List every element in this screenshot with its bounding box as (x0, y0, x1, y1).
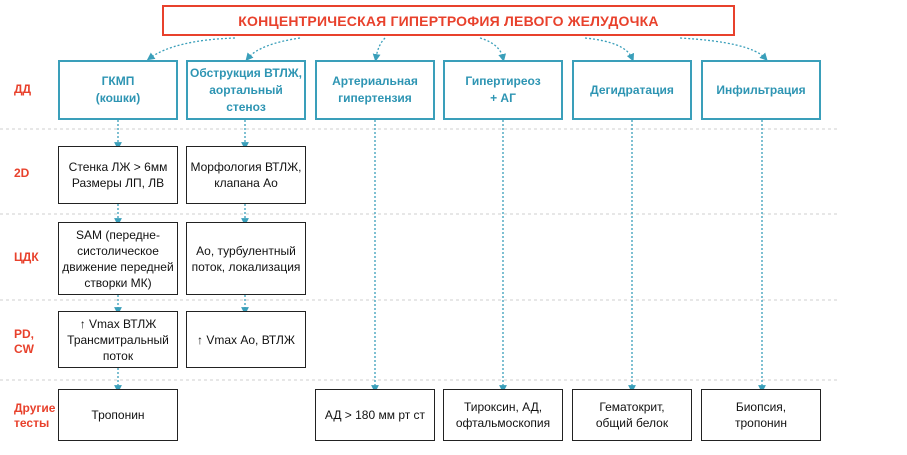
test-hypertension-other: АД > 180 мм рт ст (315, 389, 435, 441)
row-label-2d: 2D (14, 166, 30, 180)
test-obstruction-2d: Морфология ВТЛЖ, клапана Ао (186, 146, 306, 204)
test-gkmp-cdk: SAM (передне- систолическое движение передней створки МК) (58, 222, 178, 295)
test-obstruction-pdcw: ↑ Vmax Ао, ВТЛЖ (186, 311, 306, 368)
category-infiltration: Инфильтрация (701, 60, 821, 120)
test-gkmp-2d: Стенка ЛЖ > 6мм Размеры ЛП, ЛВ (58, 146, 178, 204)
test-dehydration-other: Гематокрит, общий белок (572, 389, 692, 441)
test-gkmp-other: Тропонин (58, 389, 178, 441)
category-obstruction: Обструкция ВТЛЖ, аортальный стеноз (186, 60, 306, 120)
page-title: КОНЦЕНТРИЧЕСКАЯ ГИПЕРТРОФИЯ ЛЕВОГО ЖЕЛУДОЧКА (162, 5, 735, 36)
row-label-dd: ДД (14, 82, 32, 96)
category-dehydration: Дегидратация (572, 60, 692, 120)
test-infiltration-other: Биопсия, тропонин (701, 389, 821, 441)
row-label-pdcw: PD, CW (14, 327, 35, 356)
test-gkmp-pdcw: ↑ Vmax ВТЛЖ Трансмитральный поток (58, 311, 178, 368)
category-hypertension: Артериальная гипертензия (315, 60, 435, 120)
category-hyperthyroid: Гипертиреоз + АГ (443, 60, 563, 120)
test-hyperthyroid-other: Тироксин, АД, офтальмоскопия (443, 389, 563, 441)
category-gkmp: ГКМП (кошки) (58, 60, 178, 120)
row-label-cdk: ЦДК (14, 250, 39, 264)
row-label-other-tests: Другие тесты (14, 401, 56, 430)
test-obstruction-cdk: Ао, турбулентный поток, локализация (186, 222, 306, 295)
